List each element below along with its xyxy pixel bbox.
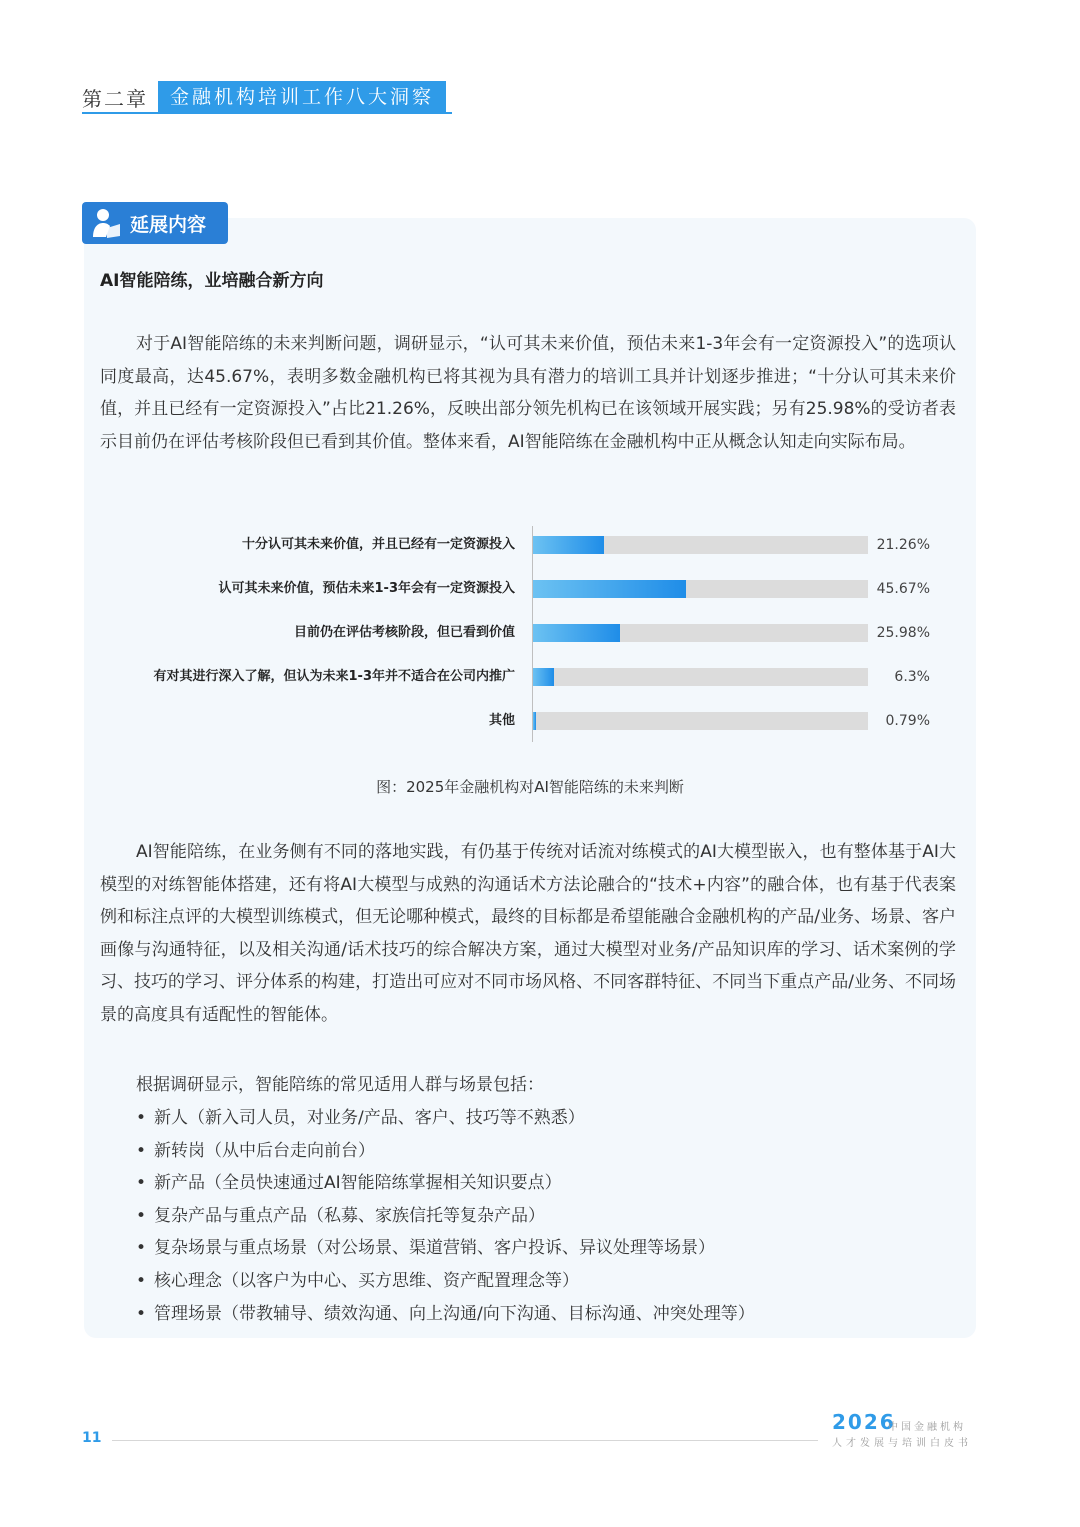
chart-value-label: 6.3% (894, 669, 930, 685)
section-title: AI智能陪练，业培融合新方向 (100, 271, 324, 291)
list-item: • 核心理念（以客户为中心、买方思维、资产配置理念等） (136, 1265, 755, 1298)
chart-bar-row (0, 578, 1080, 600)
chart-category-label: 其他 (488, 713, 515, 728)
chart-bar-track (533, 536, 868, 554)
chapter-header (82, 82, 446, 112)
footer-year: 2026 (832, 1410, 896, 1434)
chapter-title: 金融机构培训工作八大洞察 (158, 81, 446, 113)
footer-subtitle: 人才发展与培训白皮书 (832, 1438, 972, 1449)
chart-bar (533, 624, 620, 642)
chart-bar-row (0, 534, 1080, 556)
chart-bar-track (533, 712, 868, 730)
chart-category-label: 十分认可其未来价值，并且已经有一定资源投入 (241, 537, 515, 552)
chart-caption: 图：2025年金融机构对AI智能陪练的未来判断 (376, 778, 684, 796)
chart-bar (533, 668, 554, 686)
chart-bar (533, 580, 686, 598)
list-item: • 新人（新入司人员，对业务/产品、客户、技巧等不熟悉） (136, 1102, 755, 1135)
chapter-underline (82, 112, 452, 114)
chart-category-label: 认可其未来价值，预估未来1-3年会有一定资源投入 (218, 581, 515, 596)
chart-bar-row (0, 710, 1080, 732)
footer-org: 中国金融机构 (888, 1422, 966, 1433)
chart-bar-track (533, 624, 868, 642)
extended-content-tag (82, 202, 228, 244)
chart-value-label: 21.26% (876, 537, 930, 553)
chart-category-label: 有对其进行深入了解，但认为未来1-3年并不适合在公司内推广 (153, 669, 515, 684)
chart-bar (533, 712, 536, 730)
chart-bar-row (0, 622, 1080, 644)
chart-bar-track (533, 580, 868, 598)
chart-value-label: 0.79% (885, 713, 930, 729)
chapter-label: 第二章 (82, 86, 148, 111)
page-number: 11 (82, 1430, 102, 1446)
tag-label: 延展内容 (130, 213, 207, 236)
paragraph-2: AI智能陪练，在业务侧有不同的落地实践，有仍基于传统对话流对练模式的AI大模型嵌入，也有整体基于AI大模型的对练智能体搭建，还有将AI大模型与成熟的沟通话术方法论融合的“技术+内容”的融合体，也有基于代表案例和标注点评的大模型训练模式，但无论哪种模式，最终的目标都是希望能融合金融机构的产品/业务、场景、客户画像与沟通特征，以及相关沟通/话术技巧的综合解决方案，通过大模型对业务/产品知识库的学习、话术案例的学习、技巧的学习、评分体系的构建，打造出可应对不同市场风格、不同客群特征、不同当下重点产品/业务、不同场景的高度具有适配性的智能体。 (100, 842, 956, 1025)
chart-bar (533, 536, 604, 554)
chart-value-label: 45.67% (876, 581, 930, 597)
person-reading-icon (90, 206, 124, 240)
list-item: • 管理场景（带教辅导、绩效沟通、向上沟通/向下沟通、目标沟通、冲突处理等） (136, 1298, 755, 1331)
list-item: • 新产品（全员快速通过AI智能陪练掌握相关知识要点） (136, 1167, 755, 1200)
scenario-list (136, 1102, 755, 1330)
paragraph-1: 对于AI智能陪练的未来判断问题，调研显示，“认可其未来价值，预估未来1-3年会有一定资源投入”的选项认同度最高，达45.67%，表明多数金融机构已将其视为具有潜力的培训工具并计划逐步推进；“十分认可其未来价值，并且已经有一定资源投入”占比21.26%，反映出部分领先机构已在该领域开展实践；另有25.98%的受访者表示目前仍在评估考核阶段但已看到其价值。整体来看，AI智能陪练在金融机构中正从概念认知走向实际布局。 (100, 334, 956, 452)
list-item: • 复杂场景与重点场景（对公场景、渠道营销、客户投诉、异议处理等场景） (136, 1232, 755, 1265)
chart-category-label: 目前仍在评估考核阶段，但已看到价值 (293, 625, 515, 640)
footer-divider (112, 1440, 818, 1441)
chart-value-label: 25.98% (876, 625, 930, 641)
list-item: • 新转岗（从中后台走向前台） (136, 1135, 755, 1168)
chart-bar-track (533, 668, 868, 686)
list-item: • 复杂产品与重点产品（私募、家族信托等复杂产品） (136, 1200, 755, 1233)
chart-bar-row (0, 666, 1080, 688)
list-intro: 根据调研显示，智能陪练的常见适用人群与场景包括： (136, 1075, 544, 1095)
